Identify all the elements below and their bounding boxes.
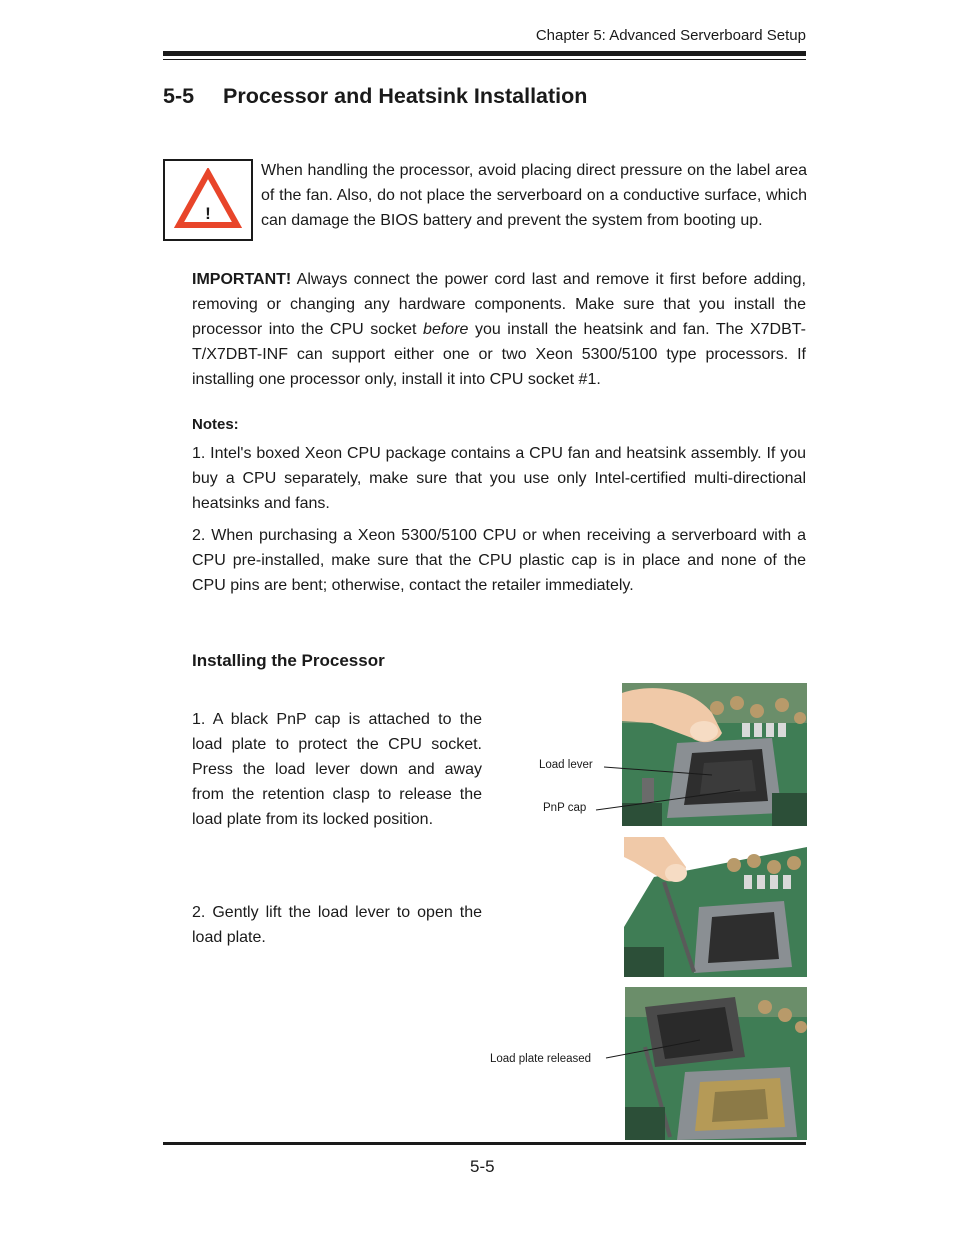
callout-pnp-cap: PnP cap [543, 802, 587, 814]
callout-load-lever: Load lever [539, 759, 593, 771]
important-emphasis: before [423, 321, 469, 338]
page-number: 5-5 [470, 1157, 495, 1176]
warning-symbol: ! [205, 204, 211, 223]
section-title-text: Processor and Heatsink Installation [223, 84, 588, 108]
warning-triangle-icon [173, 168, 243, 232]
step-2: 2. Gently lift the load lever to open the load plate. [192, 904, 482, 946]
header-rule-thin [163, 59, 806, 60]
notes-label: Notes: [192, 416, 239, 433]
note-item-1: 1. Intel's boxed Xeon CPU package contains a CPU fan and heatsink assembly. If you buy a CPU separately, make sure that you use only Intel-certified multi-directional heatsinks and fans. [192, 445, 806, 512]
photo-lifting-lever [624, 837, 807, 977]
warning-box [163, 159, 253, 241]
important-paragraph [192, 267, 806, 392]
step-1: 1. A black PnP cap is attached to the load plate to protect the CPU socket. Press the load lever down and away from the retention clasp to release the load plate from its locked position. [192, 711, 482, 828]
section-title [163, 84, 587, 109]
header-rule-thick [163, 51, 806, 56]
callout-load-plate-released: Load plate released [490, 1053, 592, 1065]
photo-load-plate-released [625, 987, 807, 1140]
photo-socket-closed [622, 683, 807, 826]
section-number: 5-5 [163, 84, 195, 108]
footer-rule [163, 1142, 806, 1145]
important-label: IMPORTANT! [192, 271, 292, 288]
warning-text: When handling the processor, avoid placing direct pressure on the label area of the fan. Also, do not place the serverboard on a conductive surface, which can damage the BIOS battery and prevent the system from booting up. [261, 162, 807, 229]
note-item-2: 2. When purchasing a Xeon 5300/5100 CPU or when receiving a serverboard with a CPU pre-installed, make sure that the CPU plastic cap is in place and none of the CPU pins are bent; otherwise, contact the retailer immediately. [192, 527, 806, 594]
installing-title: Installing the Processor [192, 651, 385, 670]
important-text-a: Always connect the power cord last and remove it first before adding, removing or changing any hardware components. Make sure that you install the processor into the CPU socket [192, 271, 806, 338]
important-text-b: you install the heatsink and fan. The X7DBT-T/X7DBT-INF can support either one or two Xeon 5300/5100 type processors. If installing one processor only, install it into CPU socket #1. [192, 321, 807, 388]
chapter-header: Chapter 5: Advanced Serverboard Setup [535, 27, 806, 44]
